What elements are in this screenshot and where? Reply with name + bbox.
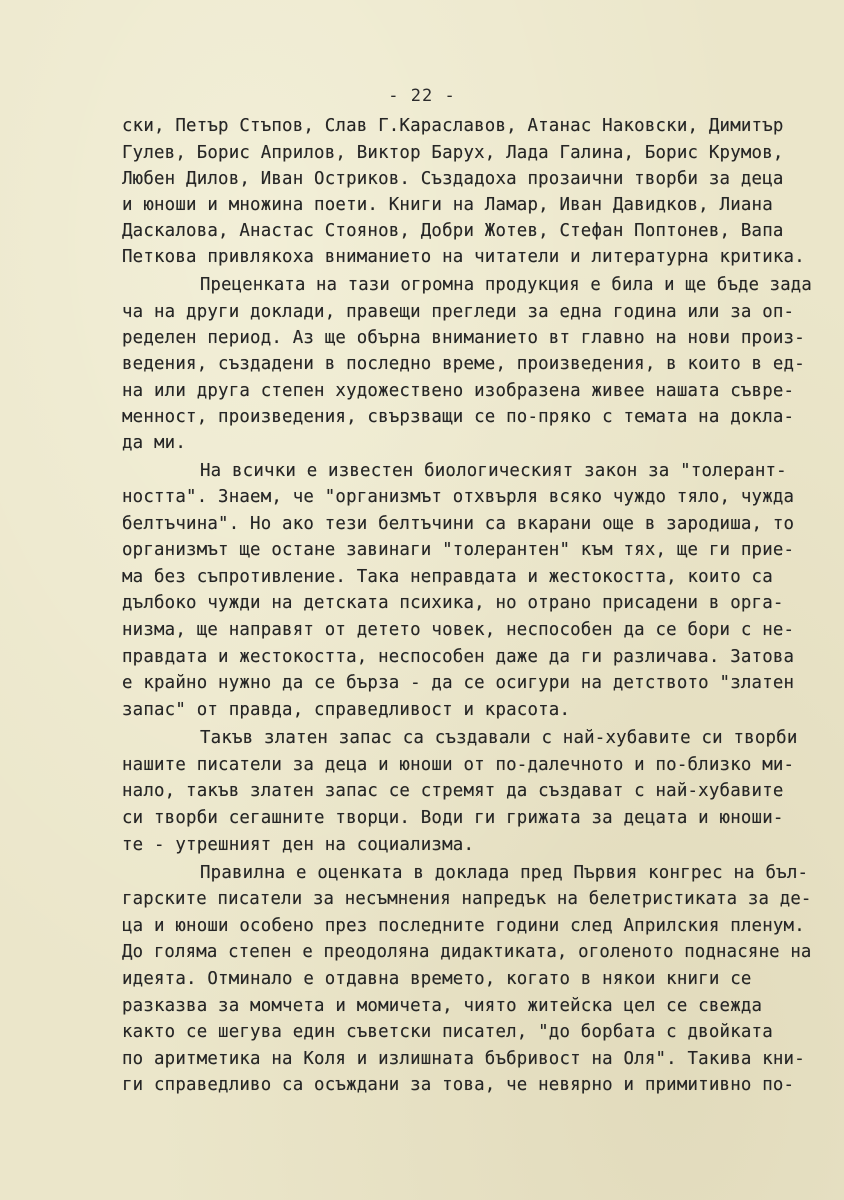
text-line: гарските писатели за несъмнения напредък на белетристиката за де- xyxy=(122,889,812,909)
text-line: нало, такъв златен запас се стремят да създават с най-хубавите xyxy=(122,781,784,801)
text-line: белтъчина". Но ако тези белтъчини са вкарани още в зародиша, то xyxy=(122,514,795,534)
text-line: ността". Знаем, че "организмът отхвърля всяко чуждо тяло, чужда xyxy=(122,487,795,507)
text-line: До голяма степен е преодоляна дидактиката, оголеното поднасяне на xyxy=(122,942,812,962)
text-line: ма без съпротивление. Така неправдата и жестокостта, които са xyxy=(122,567,773,587)
text-line: менност, произведения, свързващи се по-пряко с темата на докла- xyxy=(122,407,795,427)
text-line: ги справедливо са осъждани за това, че невярно и примитивно по- xyxy=(122,1075,795,1095)
text-line: нашите писатели за деца и юноши от по-далечното и по-близко ми- xyxy=(122,755,795,775)
text-line: на или друга степен художествено изобразена живее нашата съвре- xyxy=(122,381,795,401)
text-line: ределен период. Аз ще обърна вниманието вт главно на нови произ- xyxy=(122,328,805,348)
text-line: организмът ще остане завинаги "толерантен" към тях, ще ги прие- xyxy=(122,540,795,560)
text-line: ведения, създадени в последно време, произведения, в които в ед- xyxy=(122,354,805,374)
text-line: ца и юноши особено през последните години след Априлския пленум. xyxy=(122,916,805,936)
text-line: правдата и жестокостта, неспособен даже да ги различава. Затова xyxy=(122,647,795,667)
text-line: разказва за момчета и момичета, чиято житейска цел се свежда xyxy=(122,996,763,1016)
text-line: по аритметика на Коля и излишната бъбривост на Оля". Такива кни- xyxy=(122,1049,805,1069)
text-line: запас" от правда, справедливост и красота. xyxy=(122,700,571,720)
text-line: Любен Дилов, Иван Остриков. Създадоха прозаични творби за деца xyxy=(122,169,784,189)
text-line: идеята. Отминало е отдавна времето, когато в някои книги се xyxy=(122,969,752,989)
text-line: дълбоко чужди на детската психика, но отрано присадени в орга- xyxy=(122,593,784,613)
text-line: низма, ще направят от детето човек, неспособен да се бори с не- xyxy=(122,620,795,640)
text-line: си творби сегашните творци. Води ги грижата за децата и юноши- xyxy=(122,808,784,828)
text-line: Правилна е оценката в доклада пред Първия конгрес на бъл- xyxy=(200,863,809,883)
text-line: те - утрешният ден на социализма. xyxy=(122,835,475,855)
text-line: Гулев, Борис Априлов, Виктор Барух, Лада Галина, Борис Крумов, xyxy=(122,143,784,163)
text-line: както се шегува един съветски писател, "до борбата с двойката xyxy=(122,1022,773,1042)
text-line: Преценката на тази огромна продукция е била и ще бъде зада xyxy=(200,275,812,295)
page-number: - 22 - xyxy=(388,86,456,106)
text-line: и юноши и множина поети. Книги на Ламар, Иван Давидков, Лиана xyxy=(122,195,773,215)
text-line: Даскалова, Анастас Стоянов, Добри Жотев, Стефан Поптонев, Вапа xyxy=(122,221,784,241)
text-line: ча на други доклади, правещи прегледи за една година или за оп- xyxy=(122,302,795,322)
text-line: ски, Петър Стъпов, Слав Г.Караславов, Атанас Наковски, Димитър xyxy=(122,116,784,136)
text-line: Петкова привлякоха вниманието на читатели и литературна критика. xyxy=(122,247,805,267)
text-line: да ми. xyxy=(122,433,187,453)
text-line: е крайно нужно да се бърза - да се осигури на детството "златен xyxy=(122,673,795,693)
text-line: На всички е известен биологическият закон за "толерант- xyxy=(200,461,787,481)
text-line: Такъв златен запас са създавали с най-хубавите си творби xyxy=(200,728,798,748)
